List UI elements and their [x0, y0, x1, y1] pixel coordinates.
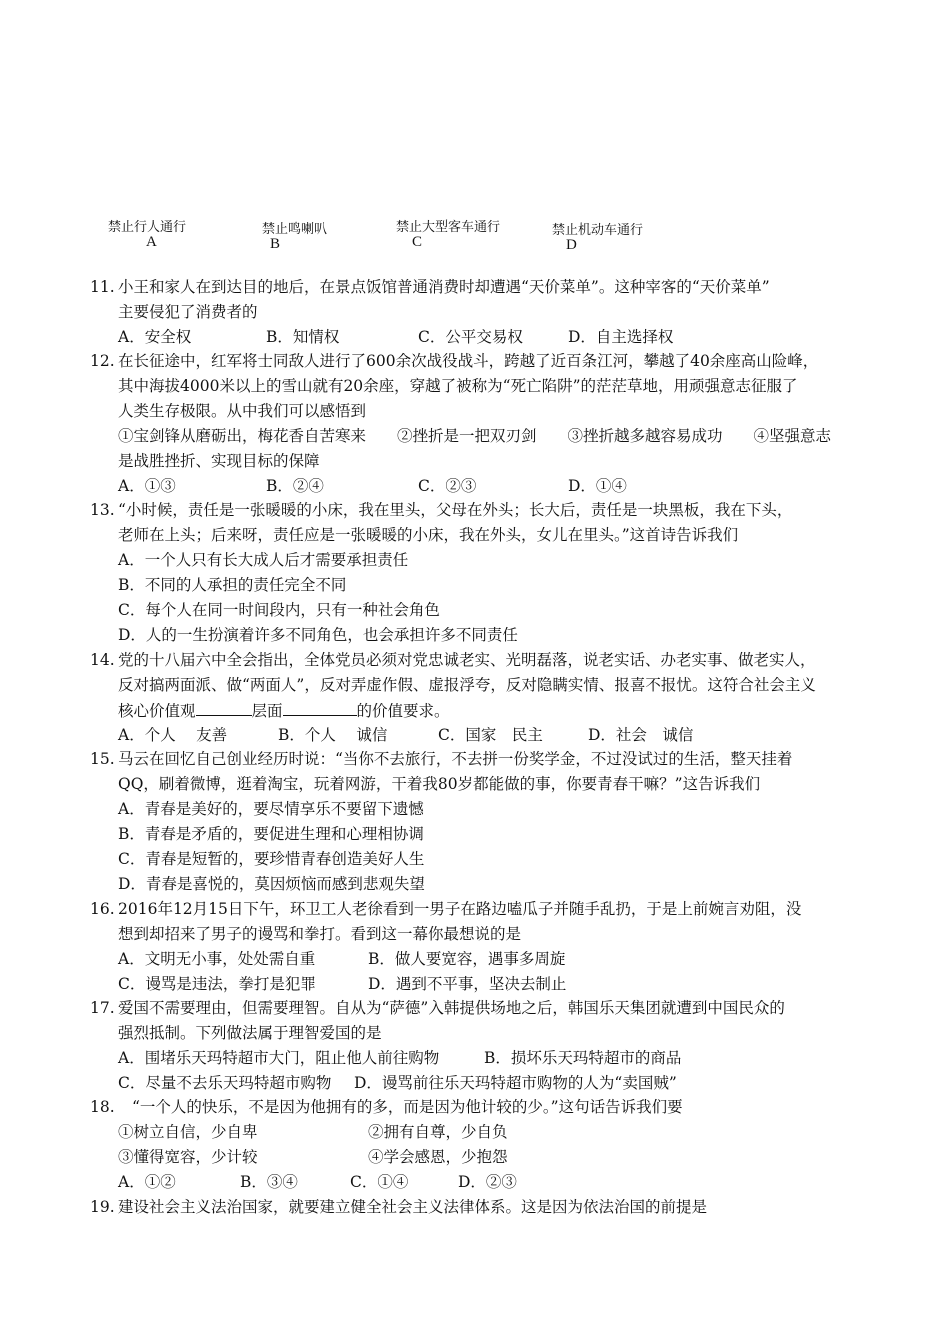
statement-4: ④学会感恩，少抱怨	[368, 1148, 508, 1166]
question-text: 爱国不需要理由，但需要理智。自从为“萨德”入韩提供场地之后，韩国乐天集团就遭到中国民众的	[118, 999, 785, 1017]
question-number: 17.	[90, 999, 115, 1017]
option-a: A．安全权	[118, 328, 192, 346]
statements-row	[90, 1145, 870, 1170]
sign-c-label: 禁止大型客车通行	[396, 220, 501, 235]
option-d: D．遇到不平事，坚决去制止	[368, 975, 567, 993]
question-number: 19.	[90, 1198, 115, 1216]
option-a: A．①③	[118, 477, 176, 495]
option-a: A．文明无小事，处处需自重	[118, 950, 316, 968]
answer-blank	[283, 698, 357, 716]
question-text: 马云在回忆自己创业经历时说：“当你不去旅行，不去拼一份奖学金，不过没试过的生活，整天挂着	[118, 750, 793, 768]
question-text-part: 核心价值观	[118, 702, 196, 720]
question-text: 其中海拔4000米以上的雪山就有20余座，穿越了被称为“死亡陷阱”的茫茫草地，用顽强意志征服了	[118, 377, 798, 395]
option-a: A．青春是美好的，要尽情享乐不要留下遗憾	[118, 800, 424, 818]
question-text: 党的十八届六中全会指出，全体党员必须对党忠诚老实、光明磊落，说老实话、办老实事、做老实人，	[118, 651, 816, 669]
question-14	[90, 648, 870, 748]
question-text: “小时候，责任是一张暖暖的小床，我在里头，父母在外头；长大后，责任是一块黑板，我在下头，	[118, 501, 793, 519]
statements-row	[90, 1120, 870, 1145]
options-row	[90, 947, 870, 972]
sign-c-letter: C	[412, 234, 423, 250]
option-a: A．个人 友善	[118, 726, 228, 744]
option-b: B．③④	[240, 1173, 298, 1191]
statement-line: ①宝剑锋从磨砺出，梅花香自苦寒来 ②挫折是一把双刃剑 ③挫折越多越容易成功 ④坚强意志	[118, 427, 832, 445]
question-text: 2016年12月15日下午，环卫工人老徐看到一男子在路边嗑瓜子并随手乱扔，于是上前婉言劝阻，没	[118, 900, 802, 918]
option-c: C．青春是短暂的，要珍惜青春创造美好人生	[118, 850, 425, 868]
question-text: 小王和家人在到达目的地后，在景点饭馆普通消费时却遭遇“天价菜单”。这种宰客的“天价菜单”	[118, 278, 770, 296]
statement-1: ①树立自信，少自卑	[118, 1123, 258, 1141]
option-b: B．个人 诚信	[278, 726, 388, 744]
question-text: 老师在上头；后来呀，责任应是一张暖暖的小床，我在外头，女儿在里头。”这首诗告诉我们	[118, 526, 739, 544]
statement-3: ③懂得宽容，少计较	[118, 1148, 258, 1166]
question-text: 建设社会主义法治国家，就要建立健全社会主义法律体系。这是因为依法治国的前提是	[118, 1198, 708, 1216]
option-c: C．②③	[418, 477, 477, 495]
options-row	[90, 474, 870, 499]
question-text: 强烈抵制。下列做法属于理智爱国的是	[118, 1024, 382, 1042]
option-d: D．人的一生扮演着许多不同角色，也会承担许多不同责任	[118, 626, 518, 644]
statement-line: 是战胜挫折、实现目标的保障	[118, 452, 320, 470]
options-row	[90, 325, 870, 350]
answer-blank	[196, 698, 252, 716]
question-text: “一个人的快乐，不是因为他拥有的多，而是因为他计较的少。”这句话告诉我们要	[132, 1098, 683, 1116]
option-c: C．①④	[350, 1173, 409, 1191]
question-19	[90, 1195, 870, 1220]
question-15	[90, 747, 870, 897]
question-12	[90, 349, 870, 499]
question-number: 16.	[90, 900, 115, 918]
option-c: C．公平交易权	[418, 328, 523, 346]
option-b: B．青春是矛盾的，要促进生理和心理相协调	[118, 825, 424, 843]
sign-d-label: 禁止机动车通行	[552, 223, 644, 238]
options-row	[90, 1170, 870, 1195]
question-number: 15.	[90, 750, 115, 768]
question-text: 反对搞两面派、做“两面人”，反对弄虚作假、虚报浮夸，反对隐瞒实情、报喜不报忧。这符合社会主义	[118, 676, 816, 694]
question-16	[90, 897, 870, 997]
question-text-part: 的价值要求。	[356, 702, 450, 720]
option-d: D．青春是喜悦的，莫因烦恼而感到悲观失望	[118, 875, 425, 893]
question-number: 11.	[90, 278, 115, 296]
options-row	[90, 1046, 870, 1071]
question-13	[90, 498, 870, 648]
option-d: D．自主选择权	[568, 328, 674, 346]
options-row	[90, 972, 870, 997]
sign-b-label: 禁止鸣喇叭	[262, 222, 328, 237]
sign-a-label: 禁止行人通行	[108, 220, 187, 235]
option-a: A．一个人只有长大成人后才需要承担责任	[118, 551, 409, 569]
option-b: B．不同的人承担的责任完全不同	[118, 576, 347, 594]
question-18	[90, 1095, 870, 1195]
question-text-part: 层面	[251, 702, 283, 720]
question-text: QQ，刷着微博，逛着淘宝，玩着网游，干着我80岁都能做的事，你要青春干嘛？”这告诉我们	[118, 775, 761, 793]
question-text: 人类生存极限。从中我们可以感悟到	[118, 402, 367, 420]
question-11	[90, 275, 870, 350]
option-b: B．做人要宽容，遇事多周旋	[368, 950, 566, 968]
statement-2: ②拥有自尊，少自负	[368, 1123, 508, 1141]
options-row	[90, 723, 870, 748]
question-text	[90, 698, 870, 723]
option-d: D．社会 诚信	[588, 726, 694, 744]
sign-a-letter: A	[146, 234, 157, 250]
question-number: 12.	[90, 352, 115, 370]
sign-d-letter: D	[566, 237, 577, 253]
question-text: 在长征途中，红军将士同敌人进行了600余次战役战斗，跨越了近百条江河，攀越了40余座高山险峰，	[118, 352, 819, 370]
question-number: 18.	[90, 1098, 115, 1116]
question-text: 想到却招来了男子的谩骂和拳打。看到这一幕你最想说的是	[118, 925, 522, 943]
option-c: C．国家 民主	[438, 726, 543, 744]
option-d: D．谩骂前往乐天玛特超市购物的人为“卖国贼”	[354, 1074, 677, 1092]
option-c: C．谩骂是违法，拳打是犯罪	[118, 975, 316, 993]
option-a: A．围堵乐天玛特超市大门，阻止他人前往购物	[118, 1049, 440, 1067]
option-c: C．每个人在同一时间段内，只有一种社会角色	[118, 601, 440, 619]
question-text: 主要侵犯了消费者的	[118, 303, 258, 321]
question-17	[90, 996, 870, 1096]
option-b: B．损坏乐天玛特超市的商品	[484, 1049, 682, 1067]
option-d: D．①④	[568, 477, 627, 495]
question-number: 13.	[90, 501, 115, 519]
option-d: D．②③	[458, 1173, 517, 1191]
option-b: B．知情权	[266, 328, 340, 346]
question-number: 14.	[90, 651, 115, 669]
sign-b-letter: B	[270, 236, 281, 252]
option-a: A．①②	[118, 1173, 176, 1191]
options-row	[90, 1071, 870, 1096]
option-c: C．尽量不去乐天玛特超市购物	[118, 1074, 332, 1092]
option-b: B．②④	[266, 477, 324, 495]
